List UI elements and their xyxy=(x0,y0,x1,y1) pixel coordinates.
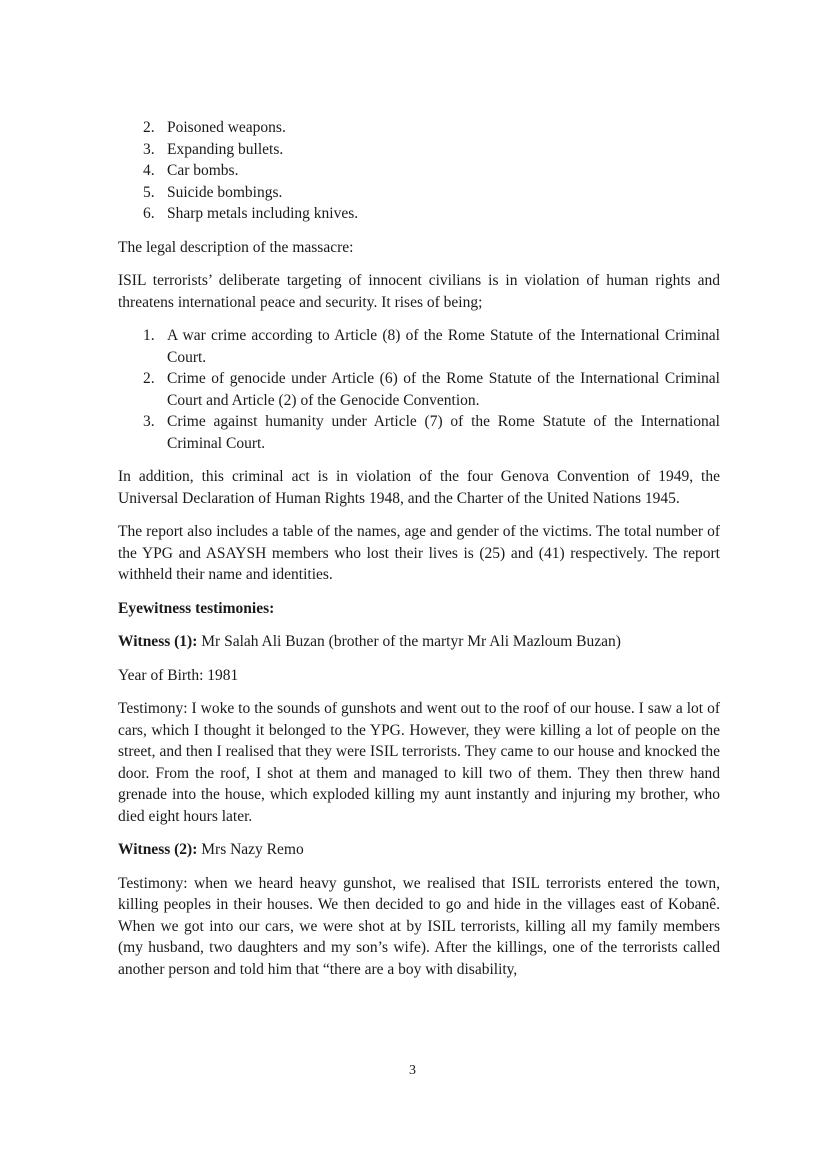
list-number: 6. xyxy=(143,205,155,222)
legal-heading: The legal description of the massacre: xyxy=(118,238,354,256)
list-number: 5. xyxy=(143,183,155,201)
witness-1-line xyxy=(118,631,720,653)
legal-intro-paragraph: ISIL terrorists’ deliberate targeting of innocent civilians is in violation of human rights and threatens international peace and security. It rises of being; xyxy=(118,272,720,311)
witness-2-line xyxy=(118,839,720,861)
witness-1-testimony: Testimony: I woke to the sounds of gunshots and went out to the roof of our house. I saw a lot of cars, which I thought it belonged to the YPG. However, they were killing a lot of people on the street, and then I realised that they were ISIL terrorists. They came to our house and knocked the door. From the roof, I shot at them and managed to kill two of them. They then threw hand grenade into the house, which exploded killing my aunt instantly and injuring my brother, who died eight hours later. xyxy=(118,700,720,825)
list-number: 4. xyxy=(143,162,155,179)
witness-label: Witness (1): xyxy=(118,633,198,650)
list-text: Car bombs. xyxy=(167,162,239,179)
page-number: 3 xyxy=(409,1063,416,1078)
list-item xyxy=(118,182,720,204)
witness-2-testimony: Testimony: when we heard heavy gunshot, we realised that ISIL terrorists entered the town, killing peoples in their houses. We then decided to go and hide in the villages east of Kobanê. When we got into our cars, we were shot at by ISIL terrorists, killing all my family members (my husband, two daughters and my son’s wife). After the killings, one of the terrorists called another person and told him that “there are a boy with disability, xyxy=(118,874,720,978)
list-number: 2. xyxy=(143,370,155,387)
list-text: A war crime according to Article (8) of the Rome Statute of the International Criminal Court. xyxy=(167,327,720,366)
list-item xyxy=(118,139,720,161)
list-text: Suicide bombings. xyxy=(167,183,283,201)
list-number: 3. xyxy=(143,140,155,158)
testimonies-heading: Eyewitness testimonies: xyxy=(118,599,275,617)
list-item xyxy=(118,203,720,225)
witness-label: Witness (2): xyxy=(118,841,198,858)
report-paragraph: The report also includes a table of the names, age and gender of the victims. The total number of the YPG and ASAYSH members who lost their lives is (25) and (41) respectively. The report withheld their name and identities. xyxy=(118,523,720,583)
list-number: 3. xyxy=(143,413,155,430)
witness-name: Mr Salah Ali Buzan (brother of the martyr Mr Ali Mazloum Buzan) xyxy=(197,633,621,650)
list-item xyxy=(118,368,720,411)
list-text: Sharp metals including knives. xyxy=(167,205,359,222)
list-text: Crime against humanity under Article (7) of the Rome Statute of the International Criminal Court. xyxy=(167,413,720,452)
witness-name: Mrs Nazy Remo xyxy=(197,841,304,858)
witness-1-birth-year: Year of Birth: 1981 xyxy=(118,666,239,684)
list-text: Crime of genocide under Article (6) of the Rome Statute of the International Criminal Court and Article (2) of the Genocide Convention. xyxy=(167,370,720,409)
list-text: Poisoned weapons. xyxy=(167,119,286,136)
list-number: 1. xyxy=(143,327,155,344)
list-item xyxy=(118,411,720,454)
crimes-list xyxy=(118,325,720,454)
list-item xyxy=(118,117,720,139)
list-item xyxy=(118,325,720,368)
document-body xyxy=(118,117,720,980)
weapons-list xyxy=(118,117,720,225)
list-item xyxy=(118,160,720,182)
list-number: 2. xyxy=(143,119,155,136)
list-text: Expanding bullets. xyxy=(167,140,284,158)
addition-paragraph: In addition, this criminal act is in violation of the four Genova Convention of 1949, the Universal Declaration of Human Rights 1948, and the Charter of the United Nations 1945. xyxy=(118,468,720,507)
